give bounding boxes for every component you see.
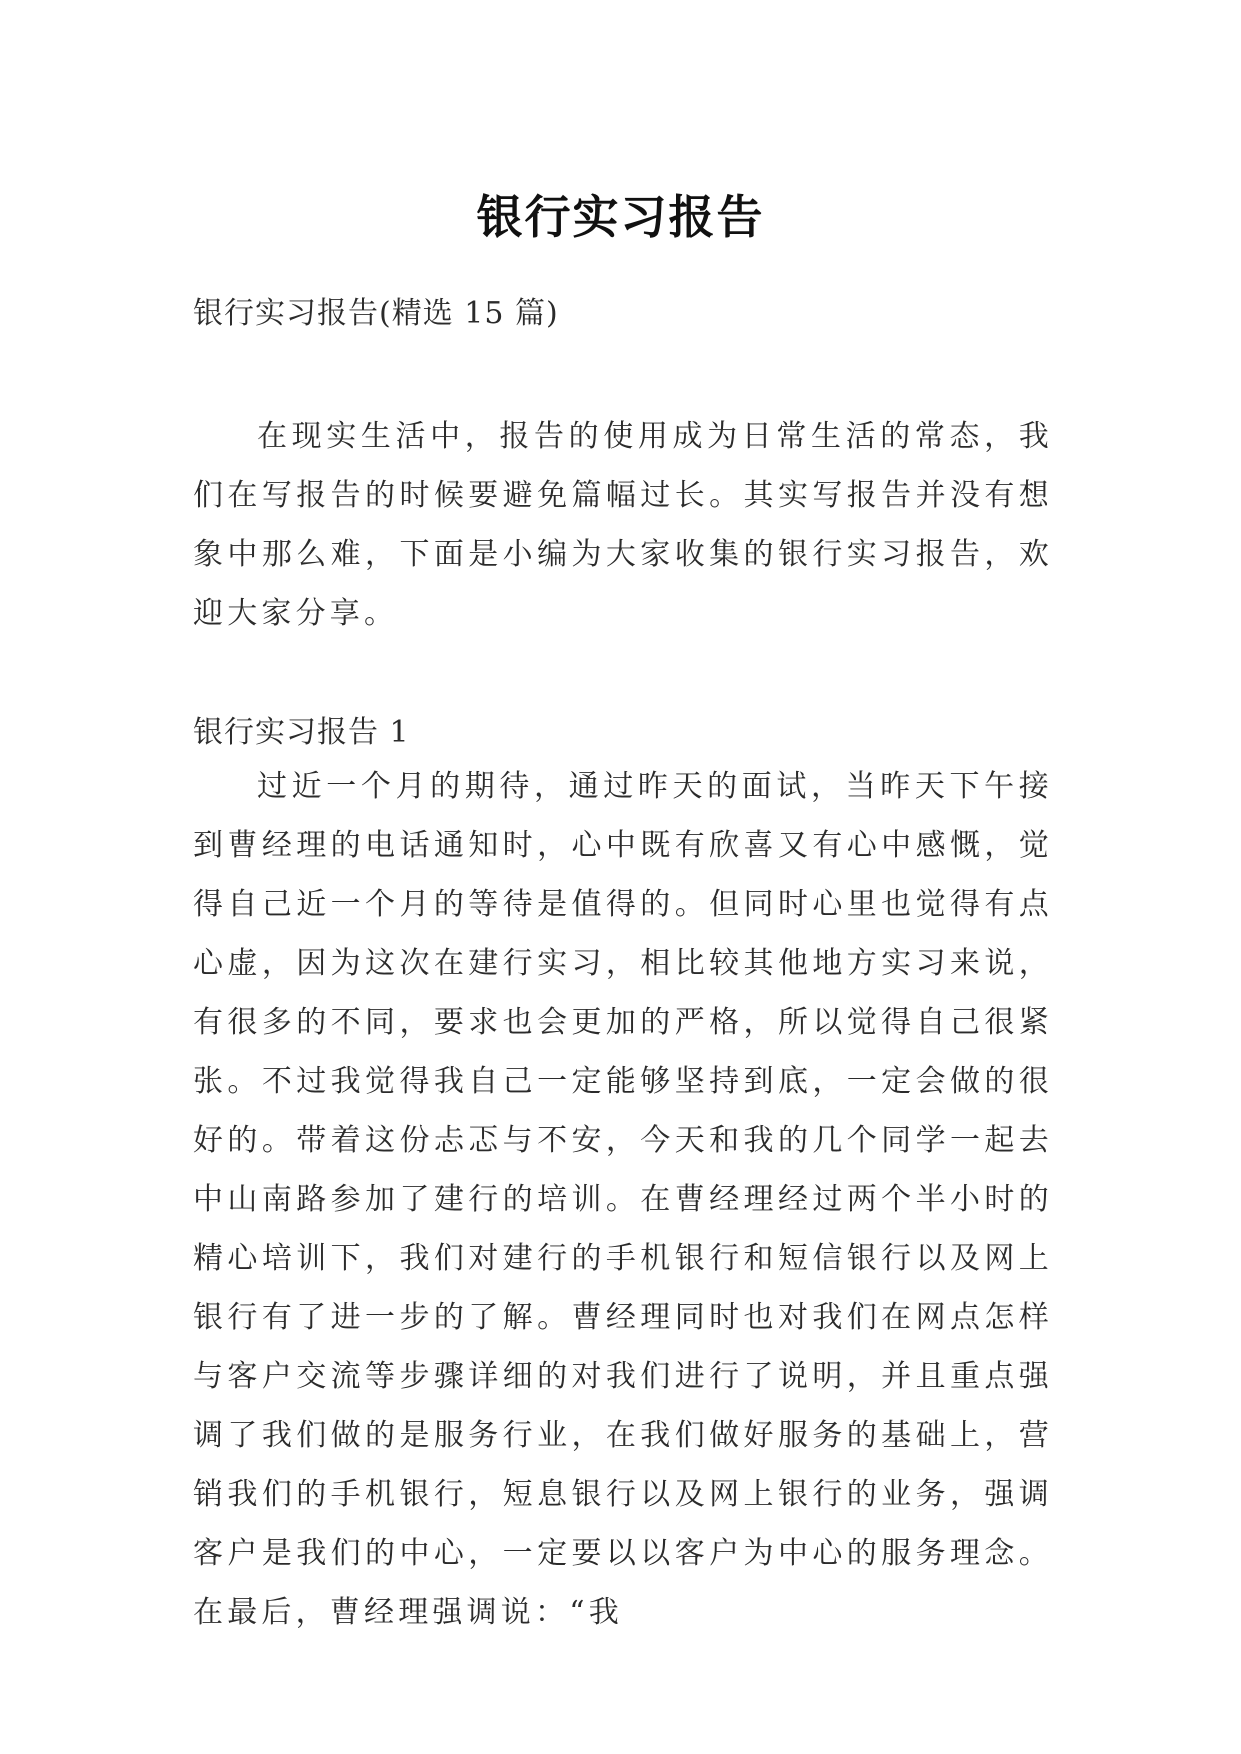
section-paragraph: 过近一个月的期待，通过昨天的面试，当昨天下午接到曹经理的电话通知时，心中既有欣喜又有心中感慨，觉得自己近一个月的等待是值得的。但同时心里也觉得有点心虚，因为这次在建行实习，相比较其他地方实习来说，有很多的不同，要求也会更加的严格，所以觉得自己很紧张。不过我觉得我自己一定能够坚持到底，一定会做的很好的。带着这份忐忑与不安，今天和我的几个同学一起去中山南路参加了建行的培训。在曹经理经过两个半小时的精心培训下，我们对建行的手机银行和短信银行以及网上银行有了进一步的了解。曹经理同时也对我们在网点怎样与客户交流等步骤详细的对我们进行了说明，并且重点强调了我们做的是服务行业，在我们做好服务的基础上，营销我们的手机银行，短息银行以及网上银行的业务，强调客户是我们的中心，一定要以以客户为中心的服务理念。在最后，曹经理强调说：“我 bbox=[193, 769, 1053, 1630]
section-heading: 银行实习报告 1 bbox=[193, 715, 410, 750]
document-title: 银行实习报告 bbox=[476, 189, 765, 244]
document-subtitle: 银行实习报告(精选 15 篇) bbox=[193, 296, 559, 331]
intro-paragraph: 在现实生活中，报告的使用成为日常生活的常态，我们在写报告的时候要避免篇幅过长。其实写报告并没有想象中那么难，下面是小编为大家收集的银行实习报告，欢迎大家分享。 bbox=[193, 419, 1053, 631]
